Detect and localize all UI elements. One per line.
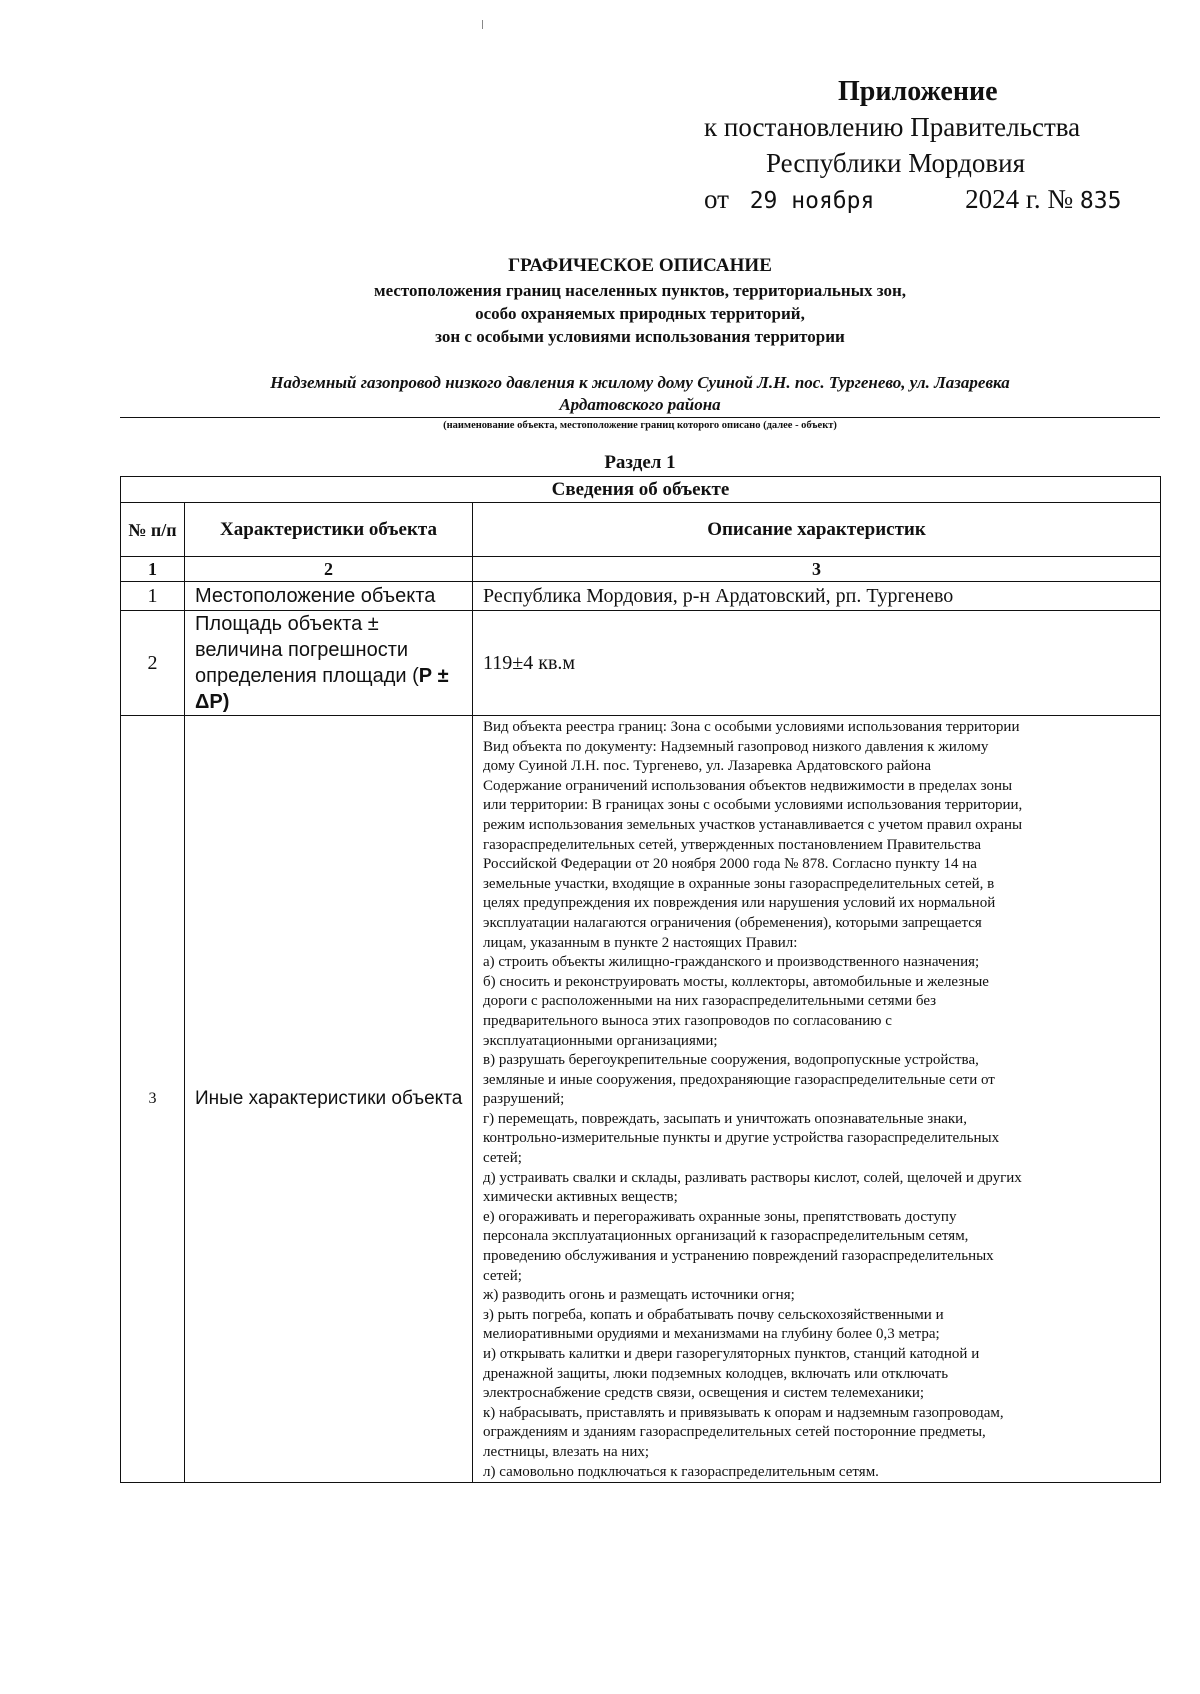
description-line: е) огораживать и перегораживать охранные зоны, препятствовать доступу <box>483 1208 957 1225</box>
row-description <box>473 716 1161 1483</box>
description-line: сетей; <box>483 1150 522 1167</box>
header-characteristics: Характеристики объекта <box>185 503 473 557</box>
scan-mark <box>482 20 483 29</box>
row-number: 2 <box>121 611 185 716</box>
description-line: электроснабжение средств связи, освещения и систем телемеханики; <box>483 1385 925 1402</box>
row-label-text: Площадь объекта ± величина погрешности определения площади ( <box>195 613 419 687</box>
description-line: контрольно-измерительные пункты и другие устройства газораспределительных <box>483 1130 1000 1147</box>
column-number-3: 3 <box>473 557 1161 582</box>
object-name-line-2: Ардатовского района <box>559 395 721 414</box>
row-label <box>185 611 473 716</box>
column-number-1: 1 <box>121 557 185 582</box>
description-line: Российской Федерации от 20 ноября 2000 года № 878. Согласно пункту 14 на <box>483 856 977 873</box>
appendix-prefix: от <box>704 184 729 214</box>
description-line: газораспределительных сетей, утвержденных постановлением Правительства <box>483 836 981 853</box>
object-name-line-1: Надземный газопровод низкого давления к жилому дому Суиной Л.Н. пос. Тургенево, ул. Лазаревка <box>270 373 1010 392</box>
table-row <box>121 582 1161 611</box>
table-title-row <box>121 477 1161 503</box>
row-label: Иные характеристики объекта <box>185 716 473 1483</box>
description-line: режим использования земельных участков устанавливается с учетом правил охраны <box>483 816 1023 833</box>
appendix-line-2: Республики Мордовия <box>766 148 1026 178</box>
appendix-line-1: к постановлению Правительства <box>704 112 1081 142</box>
description-line: г) перемещать, повреждать, засыпать и уничтожать опознавательные знаки, <box>483 1110 967 1127</box>
description-line: б) сносить и реконструировать мосты, коллекторы, автомобильные и железные <box>483 973 989 990</box>
description-line: мелиоративными орудиями и механизмами на глубину более 0,3 метра; <box>483 1326 940 1343</box>
description-line: д) устраивать свалки и склады, разливать растворы кислот, солей, щелочей и других <box>483 1169 1022 1186</box>
column-number-2: 2 <box>185 557 473 582</box>
row-label-end: ) <box>222 691 230 713</box>
description-line: проведению обслуживания и устранению повреждений газораспределительных <box>483 1248 994 1265</box>
description-line: лестницы, влезать на них; <box>483 1443 650 1460</box>
description-line: ж) разводить огонь и размещать источники огня; <box>483 1287 795 1304</box>
object-info-table <box>120 476 1161 1483</box>
row-number: 1 <box>121 582 185 611</box>
description-line: ограждениям и зданиям газораспределительных сетей посторонние предметы, <box>483 1424 986 1441</box>
appendix-title: Приложение <box>838 76 998 107</box>
description-line: или территории: В границах зоны с особыми условиями использования территории, <box>483 797 1023 814</box>
document-subtitle-2: особо охраняемых природных территорий, <box>475 304 805 323</box>
description-line: эксплуатационными организациями; <box>483 1032 718 1049</box>
description-line: з) рыть погреба, копать и обрабатывать почву сельскохозяйственными и <box>483 1306 944 1323</box>
description-line: сетей; <box>483 1267 522 1284</box>
document-title: ГРАФИЧЕСКОЕ ОПИСАНИЕ <box>508 255 772 276</box>
description-line: дренажной защиты, люки подземных колодцев, включать или отключать <box>483 1365 949 1382</box>
description-line: разрушений; <box>483 1091 565 1108</box>
description-line: в) разрушать берегоукрепительные сооружения, водопропускные устройства, <box>483 1052 979 1069</box>
description-line: к) набрасывать, приставлять и привязывать к опорам и надземным газопроводам, <box>483 1404 1004 1421</box>
document-subtitle-3: зон с особыми условиями использования территории <box>435 327 845 346</box>
appendix-number: 835 <box>1079 188 1122 214</box>
table-column-numbers-row <box>121 557 1161 582</box>
row-label: Местоположение объекта <box>185 582 473 611</box>
description-line: л) самовольно подключаться к газораспределительным сетям. <box>483 1463 879 1480</box>
description-line: химически активных веществ; <box>483 1189 678 1206</box>
description-line: эксплуатации налагаются ограничения (обременения), которыми запрещается <box>483 914 982 931</box>
table-title: Сведения об объекте <box>121 477 1161 503</box>
description-line: целях предупреждения их повреждения или нарушения условий их нормальной <box>483 895 996 912</box>
table-header-row <box>121 503 1161 557</box>
description-line: дороги с расположенными на них газораспределительными сетями без <box>483 993 937 1010</box>
object-caption: (наименование объекта, местоположение границ которого описано (далее - объект) <box>443 420 837 431</box>
table-row <box>121 611 1161 716</box>
row-value: 119±4 кв.м <box>473 611 1161 716</box>
appendix-year: 2024 г. № <box>965 184 1074 214</box>
document-subtitle-1: местоположения границ населенных пунктов, территориальных зон, <box>374 281 906 300</box>
appendix-date-line <box>704 184 1121 215</box>
description-line: лицам, указанным в пункте 2 настоящих Правил: <box>483 934 798 951</box>
description-line: и) открывать калитки и двери газорегуляторных пунктов, станций катодной и <box>483 1346 980 1362</box>
section-title: Раздел 1 <box>604 452 676 473</box>
description-line: земляные и иные сооружения, предохраняющие газораспределительные сети от <box>483 1071 995 1088</box>
description-line: дому Суиной Л.Н. пос. Тургенево, ул. Лазаревка Ардатовского района <box>483 758 931 775</box>
description-line: Вид объекта по документу: Надземный газопровод низкого давления к жилому <box>483 738 989 755</box>
object-name-underline <box>120 417 1160 418</box>
description-line: предварительного выноса этих газопроводов по согласованию с <box>483 1012 892 1029</box>
description-line: Вид объекта реестра границ: Зона с особыми условиями использования территории <box>483 719 1020 735</box>
row-number: 3 <box>121 716 185 1483</box>
header-number: № п/п <box>121 503 185 557</box>
description-line: а) строить объекты жилищно-гражданского и производственного назначения; <box>483 954 980 971</box>
table-row <box>121 716 1161 1483</box>
description-line: земельные участки, входящие в охранные зоны газораспределительных сетей, в <box>483 875 995 892</box>
header-description: Описание характеристик <box>473 503 1161 557</box>
row-value: Республика Мордовия, р-н Ардатовский, рп. Тургенево <box>473 582 1161 611</box>
row-label-formula: Р ± ΔР <box>195 665 449 713</box>
description-line: Содержание ограничений использования объектов недвижимости в пределах зоны <box>483 777 1013 794</box>
appendix-date: 29 ноября <box>749 188 875 214</box>
description-line: персонала эксплуатационных организаций к газораспределительным сетям, <box>483 1228 969 1245</box>
